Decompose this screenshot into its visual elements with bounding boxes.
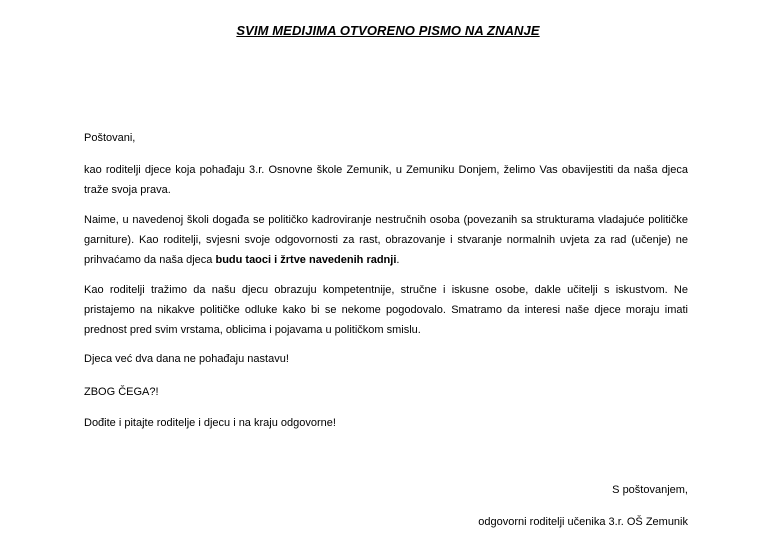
paragraph-political-staffing-text: Naime, u navedenoj školi događa se političko kadroviranje nestručnih osoba (povezanih sa strukturama vladajuće političke garniture). Kao roditelji, svjesni svoje odgovornosti za rast, obrazovanje i stvaranje normalnih uvjeta za rad (učenje) ne prihvaćamo da naša djeca — [84, 214, 688, 266]
paragraph-demands: Kao roditelji tražimo da našu djecu obrazuju kompetentnije, stručne i iskusne osobe, dakle učitelji s iskustvom. Ne pristajemo na nikakve političke odluke kako bi se nekome pogodovalo. Smatramo da interesi naše djece moraju imati prednost pred svim vrstama, oblicima i pojavama u političkom smislu. — [84, 284, 688, 336]
letter-title: SVIM MEDIJIMA OTVORENO PISMO NA ZNANJE — [236, 23, 540, 38]
paragraph-political-staffing-bold: budu taoci i žrtve navedenih radnji — [215, 254, 397, 266]
paragraph-question: ZBOG ČEGA?! — [84, 386, 159, 398]
paragraph-political-staffing-end: . — [396, 254, 400, 266]
paragraph-invitation: Dođite i pitajte roditelje i djecu i na kraju odgovorne! — [84, 417, 336, 429]
greeting: Poštovani, — [84, 132, 136, 144]
closing-salutation: S poštovanjem, — [612, 484, 688, 496]
paragraph-absence: Djeca već dva dana ne pohađaju nastavu! — [84, 353, 289, 365]
signature-line: odgovorni roditelji učenika 3.r. OŠ Zemunik — [478, 516, 688, 528]
paragraph-intro: kao roditelji djece koja pohađaju 3.r. Osnovne škole Zemunik, u Zemuniku Donjem, želimo Vas obavijestiti da naša djeca traže svoja prava. — [84, 164, 688, 196]
paragraph-political-staffing — [84, 210, 688, 270]
